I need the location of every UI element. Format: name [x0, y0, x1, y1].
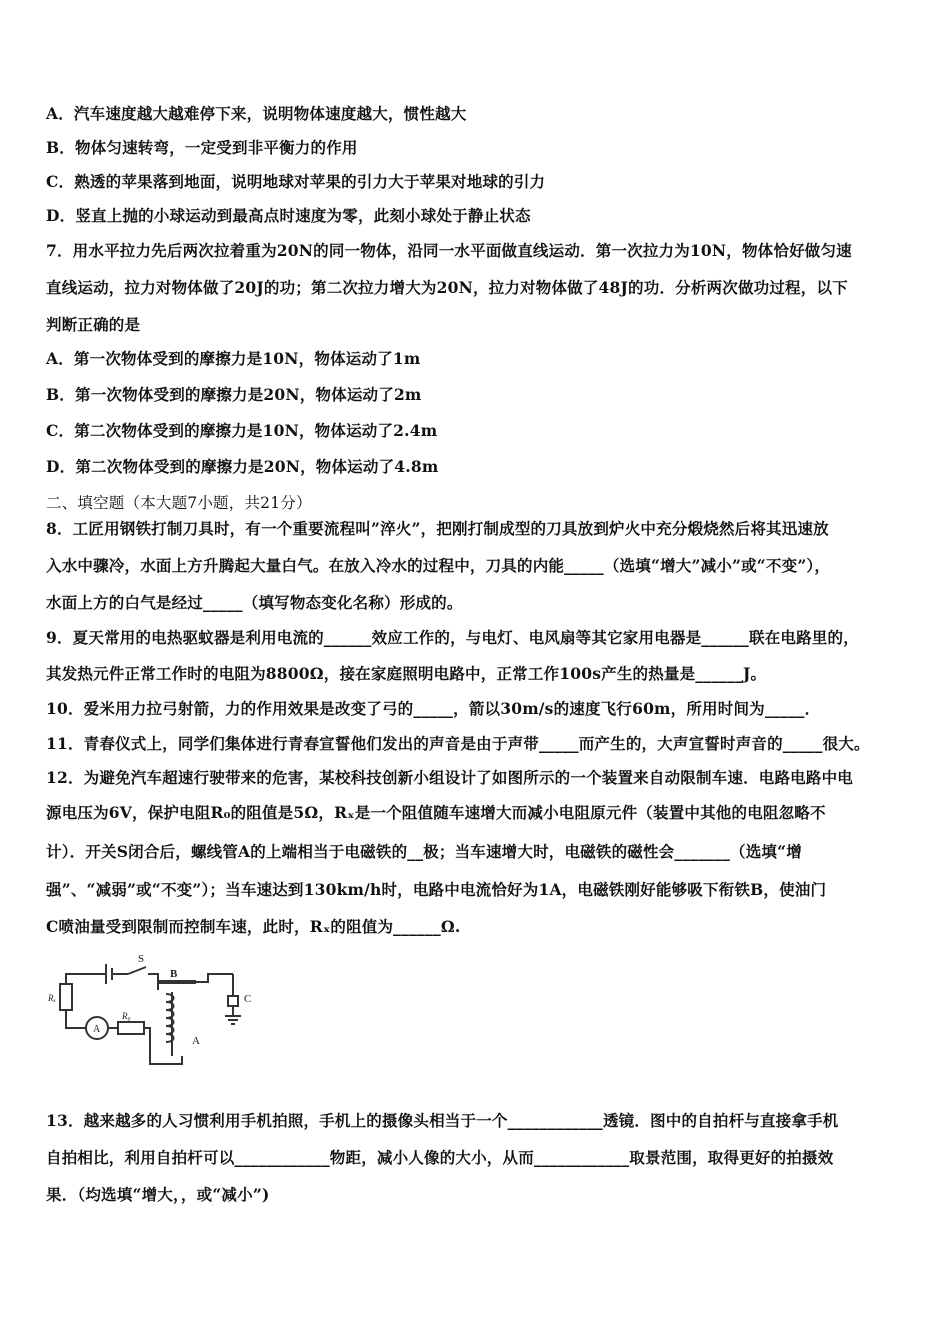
circuit-wire-top [66, 974, 106, 984]
q7-stem-line3: 判断正确的是 [46, 315, 141, 334]
q7-option-d: D．第二次物体受到的摩擦力是20N，物体运动了4.8m [46, 457, 439, 476]
q6-option-d: D．竖直上抛的小球运动到最高点时速度为零，此刻小球处于静止状态 [46, 206, 531, 225]
armature-link [196, 974, 233, 982]
q12-line1: 12．为避免汽车超速行驶带来的危害，某校科技创新小组设计了如图所示的一个装置来自动限制车速．电路电路中电 [46, 768, 853, 787]
q9-line1: 9．夏天常用的电热驱蚊器是利用电流的______效应工作的，与电灯、电风扇等其它家用电器是______联在电路里的， [46, 628, 859, 647]
label-coil-a: A [192, 1035, 200, 1047]
q11-line: 11．青春仪式上，同学们集体进行青春宣誓他们发出的声音是由于声带_____而产生的，大声宣誓时声音的_____很大。 [46, 734, 870, 753]
q12-line3: 计）．开关S闭合后，螺线管A的上端相当于电磁铁的__极；当车速增大时，电磁铁的磁性会_______（选填“增 [46, 842, 802, 861]
label-ammeter-a: A [93, 1024, 101, 1035]
q7-option-b: B．第一次物体受到的摩擦力是20N，物体运动了2m [46, 385, 422, 404]
circuit-wire-left [66, 1010, 86, 1028]
ground-symbol [225, 1006, 241, 1024]
q13-line3: 果．（均选填“增大，，或“减小”) [46, 1185, 270, 1204]
q12-line2: 源电压为6V，保护电阻R₀的阻值是5Ω，Rₓ是一个阻值随车速增大而减小电阻原元件（装置中其他的电阻忽略不 [46, 803, 826, 822]
q13-line1: 13．越来越多的人习惯利用手机拍照，手机上的摄像头相当于一个____________透镜．图中的自拍杆与直接拿手机 [46, 1111, 839, 1130]
label-rx: Rₓ [48, 993, 57, 1003]
q13-line2: 自拍相比，利用自拍杆可以____________物距，减小人像的大小，从而____________取景范围，取得更好的拍摄效 [46, 1148, 834, 1167]
q7-stem-line1: 7．用水平拉力先后两次拉着重为20N的同一物体，沿同一水平面做直线运动．第一次拉力为10N，物体恰好做匀速 [46, 241, 852, 260]
q7-option-a: A．第一次物体受到的摩擦力是10N，物体运动了1m [46, 349, 421, 368]
q7-stem-line2: 直线运动，拉力对物体做了20J的功；第二次拉力增大为20N，拉力对物体做了48J的功．分析两次做功过程，以下 [46, 278, 848, 297]
q6-option-b: B．物体匀速转弯，一定受到非平衡力的作用 [46, 138, 358, 157]
section-heading: 二、填空题（本大题7小题，共21分） [46, 494, 312, 512]
label-b: B [170, 968, 178, 980]
circuit-wire-coil-bottom [176, 1056, 182, 1064]
q12-line5: C喷油量受到限制而控制车速，此时，Rₓ的阻值为______Ω. [46, 917, 461, 936]
label-s: S [138, 953, 145, 965]
q8-line2: 入水中骤冷，水面上方升腾起大量白气。在放入冷水的过程中，刀具的内能_____（选填“增大”减小”或“不变”）， [46, 556, 831, 575]
label-r0: R₀ [122, 1011, 131, 1021]
q10-line: 10．爱米用力拉弓射箭，力的作用效果是改变了弓的_____，箭以30m/s的速度飞行60m，所用时间为_____． [46, 699, 821, 718]
q12-line4: 强”、“减弱”或“不变”）；当车速达到130km/h时，电路中电流恰好为1A，电磁铁刚好能够吸下衔铁B，使油门 [46, 880, 827, 899]
q9-line2: 其发热元件正常工作时的电阻为8800Ω，接在家庭照明电路中，正常工作100s产生的热量是______J。 [46, 664, 767, 683]
resistor-r0 [118, 1022, 144, 1034]
valve-c-body [228, 996, 238, 1006]
q8-line1: 8．工匠用钢铁打制刀具时，有一个重要流程叫”淬火”，把刚打制成型的刀具放到炉火中充分煅烧然后将其迅速放 [46, 519, 829, 538]
switch-blade [128, 967, 146, 974]
circuit-diagram [48, 952, 278, 1074]
q6-option-c: C．熟透的苹果落到地面，说明地球对苹果的引力大于苹果对地球的引力 [46, 172, 546, 191]
label-c: C [244, 993, 252, 1005]
q6-option-a: A．汽车速度越大越难停下来，说明物体速度越大，惯性越大 [46, 104, 467, 123]
q7-option-c: C．第二次物体受到的摩擦力是10N，物体运动了2.4m [46, 421, 438, 440]
resistor-rx [60, 984, 72, 1010]
circuit-wire-to-pivot [148, 974, 158, 990]
q8-line3: 水面上方的白气是经过_____（填写物态变化名称）形成的。 [46, 593, 463, 612]
